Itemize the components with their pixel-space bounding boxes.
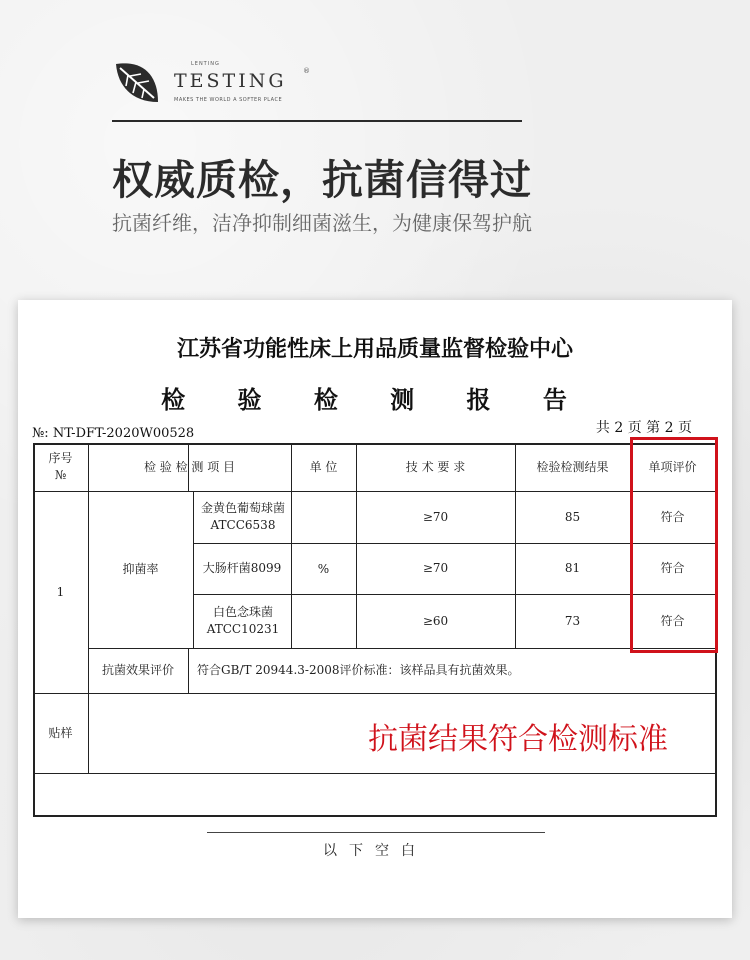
strain-name: 大肠杆菌8099 (202, 561, 282, 575)
leaf-icon (112, 58, 162, 106)
report-number: №: NT-DFT-2020W00528 (32, 426, 195, 441)
seq-value: 1 (56, 584, 65, 599)
header-seq: 序号 № (48, 451, 73, 482)
test-report-sheet (18, 300, 732, 918)
evaluation-highlight-box (630, 437, 718, 653)
header-result: 检验检测结果 (536, 459, 609, 474)
evaluation-value: 符合 (660, 613, 685, 628)
blank-below-text: 以下空白 (323, 843, 427, 859)
brand-small-text: LENTING (191, 61, 220, 67)
evaluation-value: 符合 (660, 509, 685, 524)
effect-text: 符合GB/T 20944.3-2008评价标准：该样品具有抗菌效果。 (197, 663, 520, 677)
sample-label: 贴样 (48, 725, 73, 740)
effect-label: 抗菌效果评价 (101, 663, 174, 677)
highlight-note: 抗菌结果符合检测标准 (368, 722, 668, 757)
result-value: 81 (564, 561, 581, 575)
report-title: 检 验 检 测 报 告 (161, 385, 589, 414)
top-divider (112, 120, 522, 122)
header-item: 检 验 检 测 项 目 (143, 459, 236, 474)
header-unit: 单 位 (309, 459, 338, 474)
header-evaluation: 单项评价 (648, 459, 697, 474)
item-name: 抑菌率 (122, 562, 159, 576)
result-value: 73 (564, 613, 581, 628)
unit-value: % (317, 562, 330, 576)
evaluation-value: 符合 (660, 561, 685, 575)
subheadline: 抗菌纤维，洁净抑制细菌滋生，为健康保驾护航 (112, 211, 532, 235)
requirement-value: ≥70 (422, 509, 449, 524)
registered-mark: ® (303, 67, 310, 75)
result-value: 85 (564, 509, 581, 524)
strain-name: 白色念珠菌ATCC10231 (206, 605, 280, 636)
brand-tagline: MAKES THE WORLD A SOFTER PLACE (174, 97, 283, 103)
brand-name: TESTING (174, 70, 287, 92)
headline: 权威质检，抗菌信得过 (112, 156, 532, 204)
report-table (33, 443, 717, 817)
report-page-indicator: 共 2 页 第 2 页 (595, 420, 692, 436)
blank-divider (207, 832, 545, 833)
requirement-value: ≥70 (422, 561, 449, 575)
header-requirement: 技 术 要 求 (405, 459, 466, 474)
strain-name: 金黄色葡萄球菌ATCC6538 (200, 501, 285, 532)
report-organization: 江苏省功能性床上用品质量监督检验中心 (176, 337, 573, 362)
requirement-value: ≥60 (422, 613, 449, 628)
